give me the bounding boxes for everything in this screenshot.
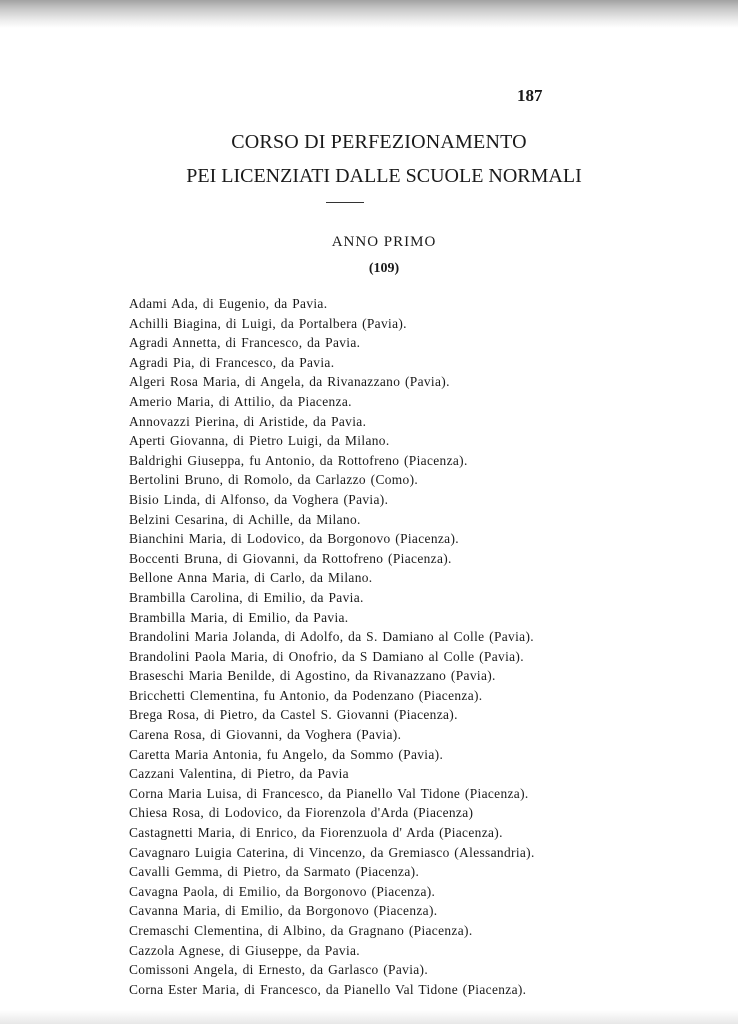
list-item: Bisio Linda, di Alfonso, da Voghera (Pavia). xyxy=(129,491,389,507)
list-item: Caretta Maria Antonia, fu Angelo, da Sommo (Pavia). xyxy=(129,746,444,762)
list-item: Brega Rosa, di Pietro, da Castel S. Giovanni (Piacenza). xyxy=(129,707,458,723)
list-item: Brandolini Maria Jolanda, di Adolfo, da S. Damiano al Colle (Pavia). xyxy=(129,629,534,645)
list-item: Brambilla Carolina, di Emilio, da Pavia. xyxy=(129,589,364,605)
list-item: Cazzani Valentina, di Pietro, da Pavia xyxy=(129,766,349,782)
list-item: Agradi Annetta, di Francesco, da Pavia. xyxy=(129,335,361,351)
student-list xyxy=(129,294,535,999)
scan-edge-top xyxy=(0,0,738,28)
list-item: Amerio Maria, di Attilio, da Piacenza. xyxy=(129,393,352,409)
list-item: Bertolini Bruno, di Romolo, da Carlazzo (Como). xyxy=(129,472,419,488)
list-item: Cavagnaro Luigia Caterina, di Vincenzo, da Gremiasco (Alessandria). xyxy=(129,844,535,860)
list-item: Belzini Cesarina, di Achille, da Milano. xyxy=(129,511,361,527)
list-item: Aperti Giovanna, di Pietro Luigi, da Milano. xyxy=(129,433,390,449)
section-heading: ANNO PRIMO xyxy=(331,234,437,250)
list-item: Corna Maria Luisa, di Francesco, da Pianello Val Tidone (Piacenza). xyxy=(129,785,529,801)
list-item: Annovazzi Pierina, di Aristide, da Pavia. xyxy=(129,413,367,429)
list-item: Carena Rosa, di Giovanni, da Voghera (Pavia). xyxy=(129,727,402,743)
list-item: Bianchini Maria, di Lodovico, da Borgonovo (Piacenza). xyxy=(129,531,459,547)
list-item: Brandolini Paola Maria, di Onofrio, da S Damiano al Colle (Pavia). xyxy=(129,648,524,664)
list-item: Corna Ester Maria, di Francesco, da Pianello Val Tidone (Piacenza). xyxy=(129,981,527,997)
list-item: Cremaschi Clementina, di Albino, da Gragnano (Piacenza). xyxy=(129,923,473,938)
list-item: Adami Ada, di Eugenio, da Pavia. xyxy=(129,296,328,311)
list-item: Bricchetti Clementina, fu Antonio, da Podenzano (Piacenza). xyxy=(129,687,483,703)
list-item: Cavanna Maria, di Emilio, da Borgonovo (Piacenza). xyxy=(129,903,438,919)
list-item: Comissoni Angela, di Ernesto, da Garlasco (Pavia). xyxy=(129,962,429,978)
page-number: 187 xyxy=(517,86,543,105)
list-item: Cazzola Agnese, di Giuseppe, da Pavia. xyxy=(129,942,360,958)
list-item: Cavagna Paola, di Emilio, da Borgonovo (Piacenza). xyxy=(129,883,436,899)
list-item: Algeri Rosa Maria, di Angela, da Rivanazzano (Pavia). xyxy=(129,374,450,390)
list-item: Boccenti Bruna, di Giovanni, da Rottofreno (Piacenza). xyxy=(129,550,452,566)
list-item: Baldrighi Giuseppa, fu Antonio, da Rottofreno (Piacenza). xyxy=(129,452,468,468)
scan-edge-bottom xyxy=(0,1010,738,1024)
list-item: Castagnetti Maria, di Enrico, da Fiorenzuola d' Arda (Piacenza). xyxy=(129,825,503,841)
title-line-2: PEI LICENZIATI DALLE SCUOLE NORMALI xyxy=(186,165,582,187)
list-item: Braseschi Maria Benilde, di Agostino, da Rivanazzano (Pavia). xyxy=(129,668,496,684)
list-item: Cavalli Gemma, di Pietro, da Sarmato (Piacenza). xyxy=(129,864,420,880)
list-item: Agradi Pia, di Francesco, da Pavia. xyxy=(129,354,335,370)
title-line-1: CORSO DI PERFEZIONAMENTO xyxy=(231,131,527,153)
list-item: Bellone Anna Maria, di Carlo, da Milano. xyxy=(129,570,373,586)
list-item: Chiesa Rosa, di Lodovico, da Fiorenzola d'Arda (Piacenza) xyxy=(129,805,474,821)
list-item: Brambilla Maria, di Emilio, da Pavia. xyxy=(129,609,349,625)
list-item: Achilli Biagina, di Luigi, da Portalbera (Pavia). xyxy=(129,315,407,331)
entry-count: (109) xyxy=(368,261,400,276)
divider-rule xyxy=(326,202,364,203)
